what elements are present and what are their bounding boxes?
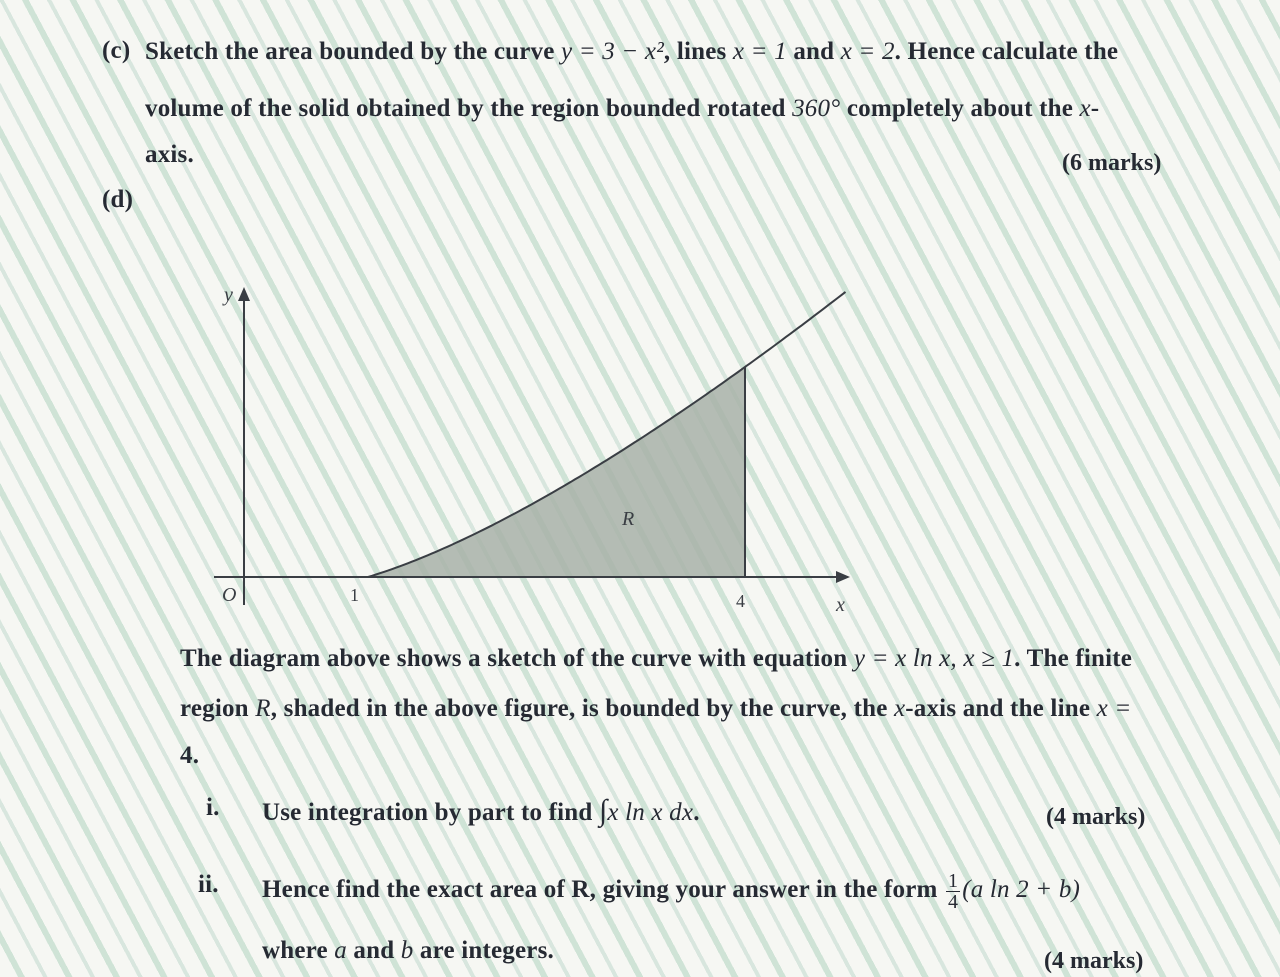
question-i-text — [262, 794, 700, 828]
part-d-description-line-1 — [180, 645, 1132, 673]
part-c-text: , lines — [663, 38, 733, 65]
shaded-region-r — [368, 367, 745, 577]
part-d-description-line-2 — [180, 695, 1131, 723]
description-text: The diagram above shows a sketch of the curve with equation — [180, 645, 854, 672]
part-c-text: and — [793, 38, 841, 65]
origin-label: O — [222, 584, 237, 606]
question-i-marks: (4 marks) — [1046, 804, 1146, 830]
x-symbol: x — [893, 695, 906, 722]
part-c-text: completely about the — [840, 95, 1080, 122]
variable-b: b — [400, 937, 414, 964]
integral-sign: ∫ — [598, 794, 608, 827]
region-symbol: R — [255, 695, 271, 722]
tick-label-4: 4 — [736, 591, 745, 611]
description-text: . The finite — [1014, 645, 1133, 672]
question-i-end: . — [693, 799, 700, 826]
question-ii-text-part: where — [262, 937, 335, 964]
part-c-line-3: axis. — [145, 141, 194, 168]
part-d-description-line-3: 4. — [180, 742, 200, 769]
tick-label-1: 1 — [350, 585, 359, 605]
part-c-marks: (6 marks) — [1062, 150, 1162, 176]
part-c-text: volume of the solid obtained by the region bounded rotated — [145, 95, 793, 122]
question-ii-text — [262, 871, 1080, 912]
curve-diagram — [200, 275, 880, 620]
fraction-one-quarter — [946, 871, 960, 912]
description-text: , shaded in the above figure, is bounded by the curve, the — [270, 695, 894, 722]
question-i-prompt: Use integration by part to find — [262, 799, 599, 826]
region-label-r: R — [622, 508, 635, 530]
question-ii-text-part: and — [346, 937, 401, 964]
fraction-numerator: 1 — [947, 870, 959, 892]
part-c-line-1 — [145, 38, 1118, 66]
part-c-line-x1: x = 1 — [732, 38, 787, 65]
question-ii-text-part: are integers. — [413, 937, 554, 964]
variable-a: a — [334, 937, 347, 964]
y-axis-label: y — [224, 284, 233, 306]
fraction-denominator: 4 — [947, 891, 959, 913]
part-c-text: . Hence calculate the — [894, 38, 1119, 65]
part-c-text: - — [1090, 95, 1100, 122]
question-ii-line-2 — [262, 937, 554, 965]
description-text: region — [180, 695, 256, 722]
description-text: -axis and the line — [905, 695, 1097, 722]
line-equation: x = — [1096, 695, 1132, 722]
y-axis-arrow-icon — [238, 287, 250, 301]
x-axis-label: x — [836, 594, 845, 616]
question-ii-prompt: Hence find the exact area of R, giving your answer in the form — [262, 876, 944, 904]
part-d-label: (d) — [102, 186, 134, 213]
integrand: x ln x dx — [607, 799, 694, 826]
curve-equation: y = x ln x, x ≥ 1 — [853, 645, 1015, 672]
part-c-curve-equation: y = 3 − x² — [560, 38, 664, 65]
question-i-number: i. — [206, 794, 220, 821]
part-c-x: x — [1079, 95, 1091, 122]
question-ii-marks: (4 marks) — [1044, 948, 1144, 974]
part-c-line-x2: x = 2 — [840, 38, 895, 65]
answer-form: (a ln 2 + b) — [962, 876, 1081, 904]
part-c-label: (c) — [102, 37, 131, 64]
part-c-line-2 — [145, 95, 1099, 123]
part-c-angle: 360° — [792, 95, 841, 122]
part-c-text: Sketch the area bounded by the curve — [145, 38, 561, 65]
x-axis-arrow-icon — [836, 571, 850, 583]
question-ii-number: ii. — [198, 871, 219, 898]
